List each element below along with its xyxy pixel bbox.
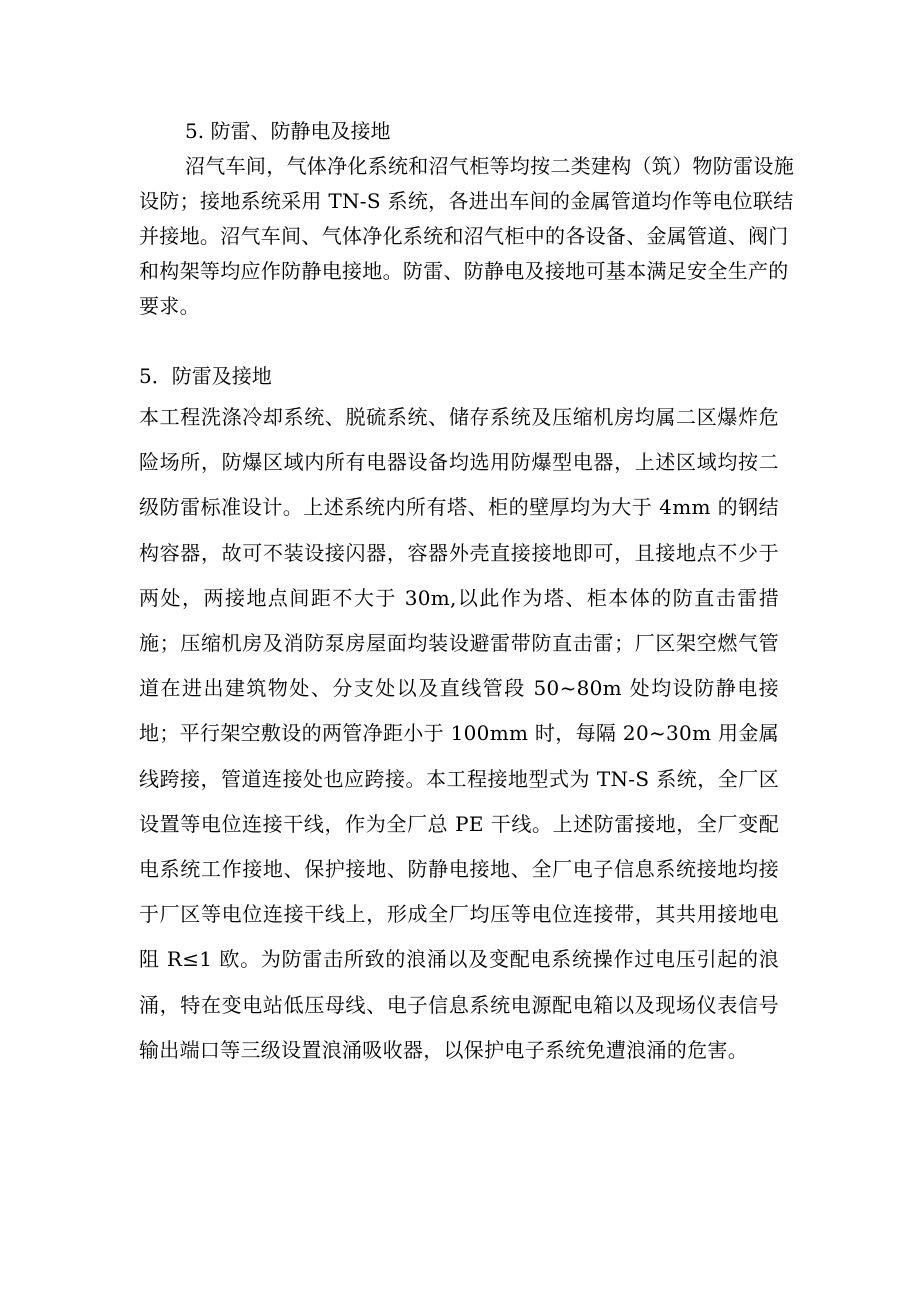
section-heading: 5．防雷及接地 <box>139 364 272 388</box>
section-heading: 5. 防雷、防静电及接地 <box>185 119 391 143</box>
section-paragraph: 沼气车间，气体净化系统和沼气柜等均按二类建构（筑）物防雷设施设防；接地系统采用 TN-S 系统，各进出车间的金属管道均作等电位联结并接地。沼气车间、气体净化系统和沼气柜中的各设备、金属管道、阀门和构架等均应作防静电接地。防雷、防静电及接地可基本满足安全生产的要求。 <box>139 154 794 318</box>
section-paragraph: 本工程洗涤冷却系统、脱硫系统、储存系统及压缩机房均属二区爆炸危险场所，防爆区域内所有电器设备均选用防爆型电器，上述区域均按二级防雷标准设计。上述系统内所有塔、柜的壁厚均为大于 4mm 的钢结构容器，故可不装设接闪器，容器外壳直接接地即可，且接地点不少于两处，两接地点间距不大于 30m,以此作为塔、柜本体的防直击雷措施；压缩机房及消防泵房屋面均装设避雷带防直击雷；厂区架空燃气管道在进出建筑物处、分支处以及直线管段 50~80m 处均设防静电接地；平行架空敷设的两管净距小于 100mm 时，每隔 20~30m 用金属线跨接，管道连接处也应跨接。本工程接地型式为 TN-S 系统，全厂区设置等电位连接干线，作为全厂总 PE 干线。上述防雷接地，全厂变配电系统工作接地、保护接地、防静电接地、全厂电子信息系统接地均接于厂区等电位连接干线上，形成全厂均压等电位连接带，其共用接地电阻 R≤1 欧。为防雷击所致的浪涌以及变配电系统操作过电压引起的浪涌，特在变电站低压母线、电子信息系统电源配电箱以及现场仪表信号输出端口等三级设置浪涌吸收器，以保护电子系统免遭浪涌的危害。 <box>139 405 779 1062</box>
section-lightning-grounding <box>139 358 779 1073</box>
section-lightning-static <box>139 114 799 324</box>
